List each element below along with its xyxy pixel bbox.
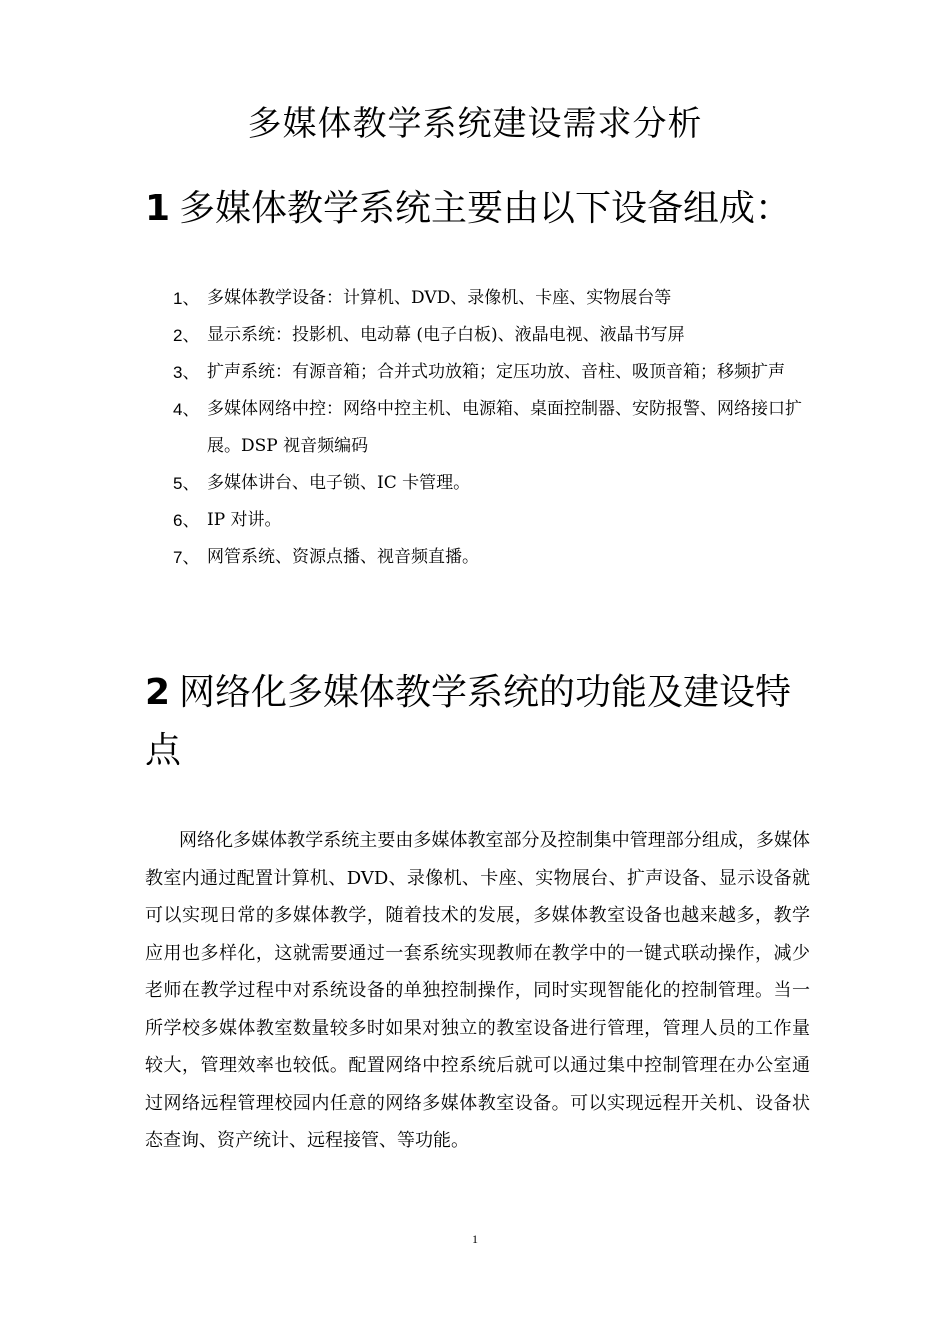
list-item-text: 多媒体教学设备：计算机、DVD、录像机、卡座、实物展台等 bbox=[207, 288, 672, 308]
equipment-list bbox=[173, 280, 823, 576]
section-1-heading-text: 多媒体教学系统主要由以下设备组成： bbox=[179, 188, 792, 229]
section-2-paragraph: 网络化多媒体教学系统主要由多媒体教室部分及控制集中管理部分组成，多媒体教室内通过配置计算机、DVD、录像机、卡座、实物展台、扩声设备、显示设备就可以实现日常的多媒体教学，随着技术的发展，多媒体教室设备也越来越多，教学应用也多样化，这就需要通过一套系统实现教师在教学中的一键式联动操作，减少老师在教学过程中对系统设备的单独控制操作，同时实现智能化的控制管理。当一所学校多媒体教室数量较多时如果对独立的教室设备进行管理，管理人员的工作量较大，管理效率也较低。配置网络中控系统后就可以通过集中控制管理在办公室通过网络远程管理校园内任意的网络多媒体教室设备。可以实现远程开关机、设备状态查询、资产统计、远程接管、等功能。 bbox=[145, 830, 810, 1151]
list-item bbox=[173, 280, 823, 317]
list-item bbox=[173, 539, 823, 576]
list-item bbox=[173, 465, 823, 502]
section-2-number: 2 bbox=[145, 672, 171, 713]
list-item-number: 3、 bbox=[173, 363, 200, 382]
section-2-heading bbox=[145, 664, 825, 780]
list-item-text: 多媒体网络中控：网络中控主机、电源箱、桌面控制器、安防报警、网络接口扩展。DSP 视音频编码 bbox=[207, 399, 802, 456]
list-item bbox=[173, 502, 823, 539]
list-item-text: 显示系统：投影机、电动幕 (电子白板)、液晶电视、液晶书写屏 bbox=[207, 325, 685, 345]
list-item bbox=[173, 317, 823, 354]
list-item-text: 多媒体讲台、电子锁、IC 卡管理。 bbox=[207, 473, 471, 493]
section-1-heading bbox=[145, 180, 825, 238]
section-1-number: 1 bbox=[145, 188, 171, 229]
document-title: 多媒体教学系统建设需求分析 bbox=[247, 104, 703, 144]
list-item-number: 7、 bbox=[173, 548, 200, 567]
list-item-text: IP 对讲。 bbox=[207, 510, 282, 530]
list-item-text: 扩声系统：有源音箱；合并式功放箱；定压功放、音柱、吸顶音箱；移频扩声 bbox=[207, 362, 785, 382]
list-item bbox=[173, 354, 823, 391]
list-item-number: 4、 bbox=[173, 400, 200, 419]
list-item-number: 5、 bbox=[173, 474, 200, 493]
list-item-number: 2、 bbox=[173, 326, 200, 345]
list-item bbox=[173, 391, 823, 465]
page-number: 1 bbox=[472, 1232, 478, 1246]
section-2-heading-text: 网络化多媒体教学系统的功能及建设特点 bbox=[145, 672, 792, 771]
list-item-text: 网管系统、资源点播、视音频直播。 bbox=[207, 547, 479, 567]
list-item-number: 1、 bbox=[173, 289, 200, 308]
list-item-number: 6、 bbox=[173, 511, 200, 530]
